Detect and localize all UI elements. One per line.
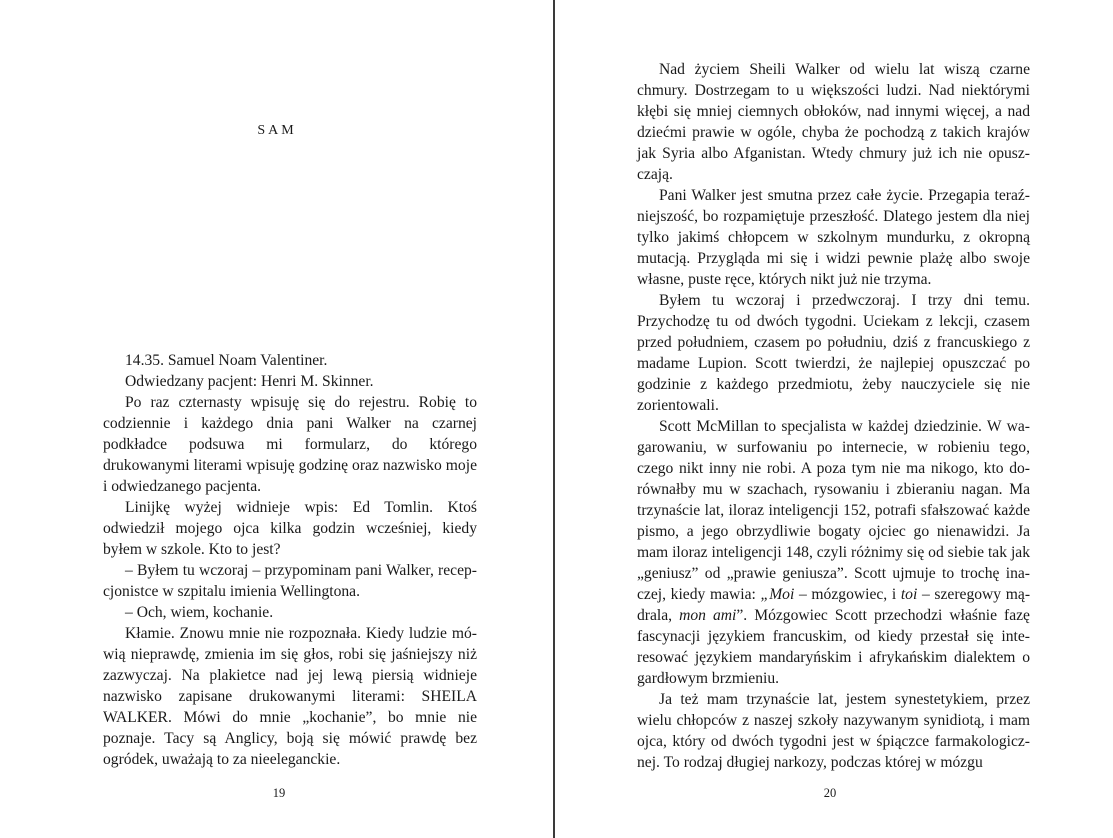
paragraph: Pani Walker jest smutna przez całe życie. Przegapia teraźniejszość, bo rozpamiętuje przeszłość. Dlatego jestem dla niej tylko jakimś chłopcem w szkolnym mundurku, z okropną mutacją. Przygląda mi się i widzi pewnie plażę albo swoje własne, puste ręce, których nikt już nie trzyma. xyxy=(637,187,1030,288)
paragraph-with-quote xyxy=(637,416,1030,689)
paragraph-text: ”. Mózgowiec Scott przechodzi właśnie fazę fascynacji językiem francuskim, od kiedy przestał się interesować językiem mandaryńskim i afrykańskim dialektem o gardłowym brzmieniu. xyxy=(637,607,1030,687)
italic-word: toi xyxy=(900,586,918,603)
chapter-title: SAM xyxy=(257,123,297,138)
paragraph-text: – mózgowiec, i xyxy=(794,586,901,603)
paragraph: Ja też mam trzynaście lat, jestem synestetykiem, przez wielu chłopców z naszej szkoły nazywanym synidiotą, i mam ojca, który od dwóch tygodni jest w śpiączce farmakologicznej. To rodzaj długiej narkozy, podczas której w mózgu xyxy=(637,691,1030,771)
paragraph: 14.35. Samuel Noam Valentiner. xyxy=(125,352,328,369)
page-number: 19 xyxy=(272,786,286,800)
page-number: 20 xyxy=(823,786,837,800)
paragraph: Nad życiem Sheili Walker od wielu lat wiszą czarne chmury. Dostrzegam to u większości ludzi. Nad niektórymi kłębi się mniej ciemnych obłoków, nad innymi więcej, a nad dziećmi prawie w ogóle, chyba że pochodzą z takich krajów jak Syria albo Afganistan. Wtedy chmury już ich nie opuszczają. xyxy=(637,61,1030,183)
paragraph: Po raz czternasty wpisuję się do rejestru. Robię to codziennie i każdego dnia pani Walker na czarnej podkładce podsuwa mi formularz, do którego drukowanymi literami wpisuję godzinę oraz nazwisko moje i odwiedzanego pacjenta. xyxy=(103,394,477,495)
spine-divider xyxy=(553,0,555,838)
left-text-block xyxy=(103,350,477,770)
paragraph: Linijkę wyżej widnieje wpis: Ed Tomlin. Ktoś odwiedził mojego ojca kilka godzin wcześniej, kiedy byłem w szkole. Kto to jest? xyxy=(103,499,477,558)
right-text-block xyxy=(637,59,1030,773)
left-page xyxy=(0,0,554,838)
paragraph-text: Scott McMillan to specjalista w każdej dziedzinie. W wagarowaniu, w surfowaniu po internecie, w robieniu tego, czego nikt inny nie robi. A poza tym nie ma nikogo, kto dorównałby mu w szachach, rysowaniu i zbieraniu nagan. Ma trzynaście lat, iloraz inteligencji 152, potrafi sfałszować każde pismo, a jego obrzydliwie bogaty ojciec go nienawidzi. Ja mam iloraz inteligencji 148, czyli różnimy się od siebie tak jak „geniusz” od „prawie geniusza”. Scott ujmuje to trochę inaczej, kiedy mawia: xyxy=(637,418,1030,603)
paragraph: Kłamie. Znowu mnie nie rozpoznała. Kiedy ludzie mówią nieprawdę, zmienia im się głos, robi się jaśniejszy niż zazwyczaj. Na plakietce nad jej lewą piersią widnieje nazwisko zapisane drukowanymi literami: SHEILA WALKER. Mówi do mnie „kochanie”, bo mnie nie poznaje. Tacy są Anglicy, boją się mówić prawdę bez ogródek, uważają to za nieeleganckie. xyxy=(103,625,477,768)
paragraph: – Och, wiem, kochanie. xyxy=(125,604,274,621)
paragraph: Odwiedzany pacjent: Henri M. Skinner. xyxy=(125,373,374,390)
paragraph: Byłem tu wczoraj i przedwczoraj. I trzy dni temu. Przychodzę tu od dwóch tygodni. Uciekam z lekcji, czasem przed południem, czasem po południu, dziś z francuskiego z madame Lupion. Scott twierdzi, że najlepiej opuszczać po godzinie z każdego przedmiotu, żeby nauczyciele się nie zorientowali. xyxy=(637,292,1030,414)
italic-word: „Moi xyxy=(760,586,795,603)
italic-phrase: mon ami xyxy=(679,607,737,624)
right-page xyxy=(557,0,1113,838)
paragraph: – Byłem tu wczoraj – przypominam pani Walker, recepcjonistce w szpitalu imienia Wellingtona. xyxy=(103,562,477,600)
paragraph-text: – szeregowy mądrala, xyxy=(637,586,1031,624)
